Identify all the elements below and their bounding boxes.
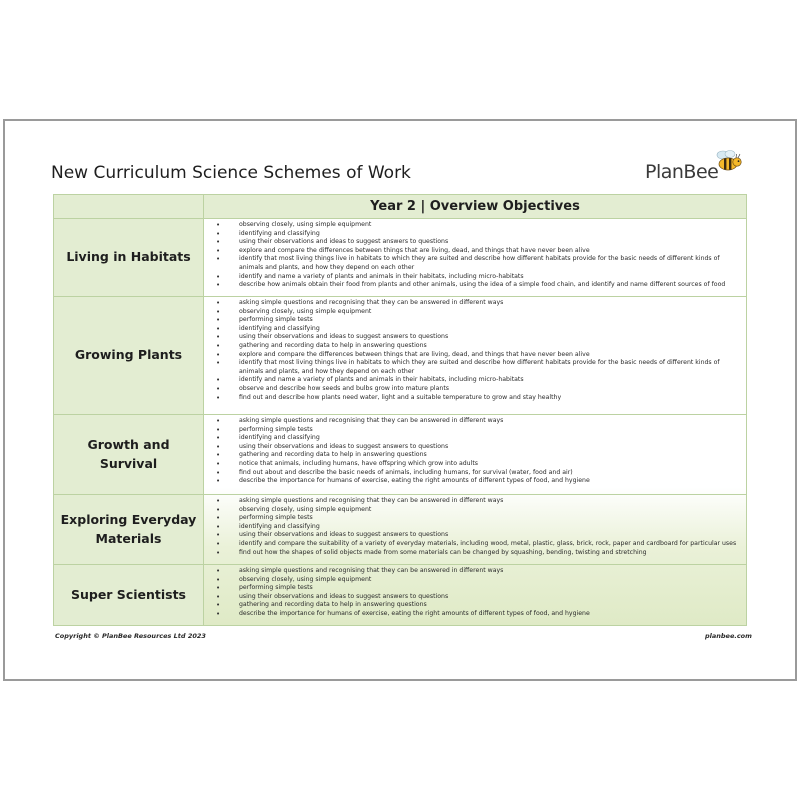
objective-item: • gathering and recording data to help in answering questions: [216, 451, 742, 460]
topic-cell: Super Scientists: [54, 565, 204, 625]
objective-item: • identify and compare the suitability of a variety of everyday materials, including wood, metal, plastic, glass, brick, rock, paper and cardboard for particular uses: [216, 540, 742, 549]
objective-item: • identifying and classifying: [216, 434, 742, 443]
table-row: [54, 297, 746, 415]
objective-item: • describe how animals obtain their food from plants and other animals, using the idea of a simple food chain, and identify and name different sources of food: [216, 281, 742, 290]
objective-item: • gathering and recording data to help in answering questions: [216, 601, 742, 610]
objective-item: • identify that most living things live in habitats to which they are suited and describe how different habitats provide for the basic needs of different kinds of animals and plants, and how they depend on each other: [216, 359, 742, 376]
objective-item: • asking simple questions and recognising that they can be answered in different ways: [216, 497, 742, 506]
objective-item: • identify and name a variety of plants and animals in their habitats, including micro-habitats: [216, 273, 742, 282]
table-row: [54, 565, 746, 625]
objective-item: • identifying and classifying: [216, 523, 742, 532]
objective-item: • explore and compare the differences between things that are living, dead, and things that have never been alive: [216, 247, 742, 256]
objectives-list: [204, 495, 746, 564]
objective-item: • describe the importance for humans of exercise, eating the right amounts of different types of food, and hygiene: [216, 477, 742, 486]
objective-item: • using their observations and ideas to suggest answers to questions: [216, 593, 742, 602]
objective-item: • observing closely, using simple equipment: [216, 221, 742, 230]
objective-item: • observe and describe how seeds and bulbs grow into mature plants: [216, 385, 742, 394]
objective-item: • observing closely, using simple equipment: [216, 506, 742, 515]
objective-item: • observing closely, using simple equipment: [216, 576, 742, 585]
objective-item: • performing simple tests: [216, 316, 742, 325]
objective-item: • find out about and describe the basic needs of animals, including humans, for survival (water, food and air): [216, 469, 742, 478]
objective-item: • performing simple tests: [216, 426, 742, 435]
topic-cell: Growing Plants: [54, 297, 204, 414]
objective-item: • describe the importance for humans of exercise, eating the right amounts of different types of food, and hygiene: [216, 610, 742, 619]
objective-item: • using their observations and ideas to suggest answers to questions: [216, 443, 742, 452]
topic-cell: Exploring Everyday Materials: [54, 495, 204, 564]
objective-item: • using their observations and ideas to suggest answers to questions: [216, 238, 742, 247]
objectives-table: [53, 194, 747, 626]
objective-item: • find out how the shapes of solid objects made from some materials can be changed by squashing, bending, twisting and stretching: [216, 549, 742, 558]
objective-item: • asking simple questions and recognising that they can be answered in different ways: [216, 417, 742, 426]
objective-item: • notice that animals, including humans, have offspring which grow into adults: [216, 460, 742, 469]
document-page: [5, 121, 795, 679]
document-title: New Curriculum Science Schemes of Work: [51, 163, 411, 183]
topic-cell: Living in Habitats: [54, 219, 204, 296]
objective-item: • identify that most living things live in habitats to which they are suited and describe how different habitats provide for the basic needs of different kinds of animals and plants, and how they depend on each other: [216, 255, 742, 272]
objective-item: • find out and describe how plants need water, light and a suitable temperature to grow and stay healthy: [216, 394, 742, 403]
website-link[interactable]: planbee.com: [705, 632, 752, 640]
objective-item: • asking simple questions and recognising that they can be answered in different ways: [216, 299, 742, 308]
objective-item: • identify and name a variety of plants and animals in their habitats, including micro-habitats: [216, 376, 742, 385]
table-header-blank: [54, 195, 204, 219]
objectives-list: [204, 297, 746, 414]
planbee-logo: [645, 159, 755, 185]
table-row: [54, 495, 746, 565]
copyright-notice: Copyright © PlanBee Resources Ltd 2023: [55, 632, 206, 640]
objective-item: • asking simple questions and recognising that they can be answered in different ways: [216, 567, 742, 576]
objective-item: • identifying and classifying: [216, 230, 742, 239]
objective-item: • observing closely, using simple equipment: [216, 308, 742, 317]
table-row: [54, 219, 746, 297]
objectives-list: [204, 219, 746, 296]
objective-item: • using their observations and ideas to suggest answers to questions: [216, 531, 742, 540]
table-header: Year 2 | Overview Objectives: [204, 195, 746, 219]
table-row: [54, 415, 746, 495]
objective-item: • gathering and recording data to help in answering questions: [216, 342, 742, 351]
objective-item: • performing simple tests: [216, 514, 742, 523]
objective-item: • explore and compare the differences between things that are living, dead, and things that have never been alive: [216, 351, 742, 360]
objectives-list: [204, 415, 746, 494]
bee-icon: [711, 149, 745, 175]
objective-item: • identifying and classifying: [216, 325, 742, 334]
objectives-list: [204, 565, 746, 625]
topic-cell: Growth and Survival: [54, 415, 204, 494]
objective-item: • using their observations and ideas to suggest answers to questions: [216, 333, 742, 342]
brand-wordmark: PlanBee: [645, 161, 719, 183]
document-frame: [3, 119, 797, 681]
objective-item: • performing simple tests: [216, 584, 742, 593]
